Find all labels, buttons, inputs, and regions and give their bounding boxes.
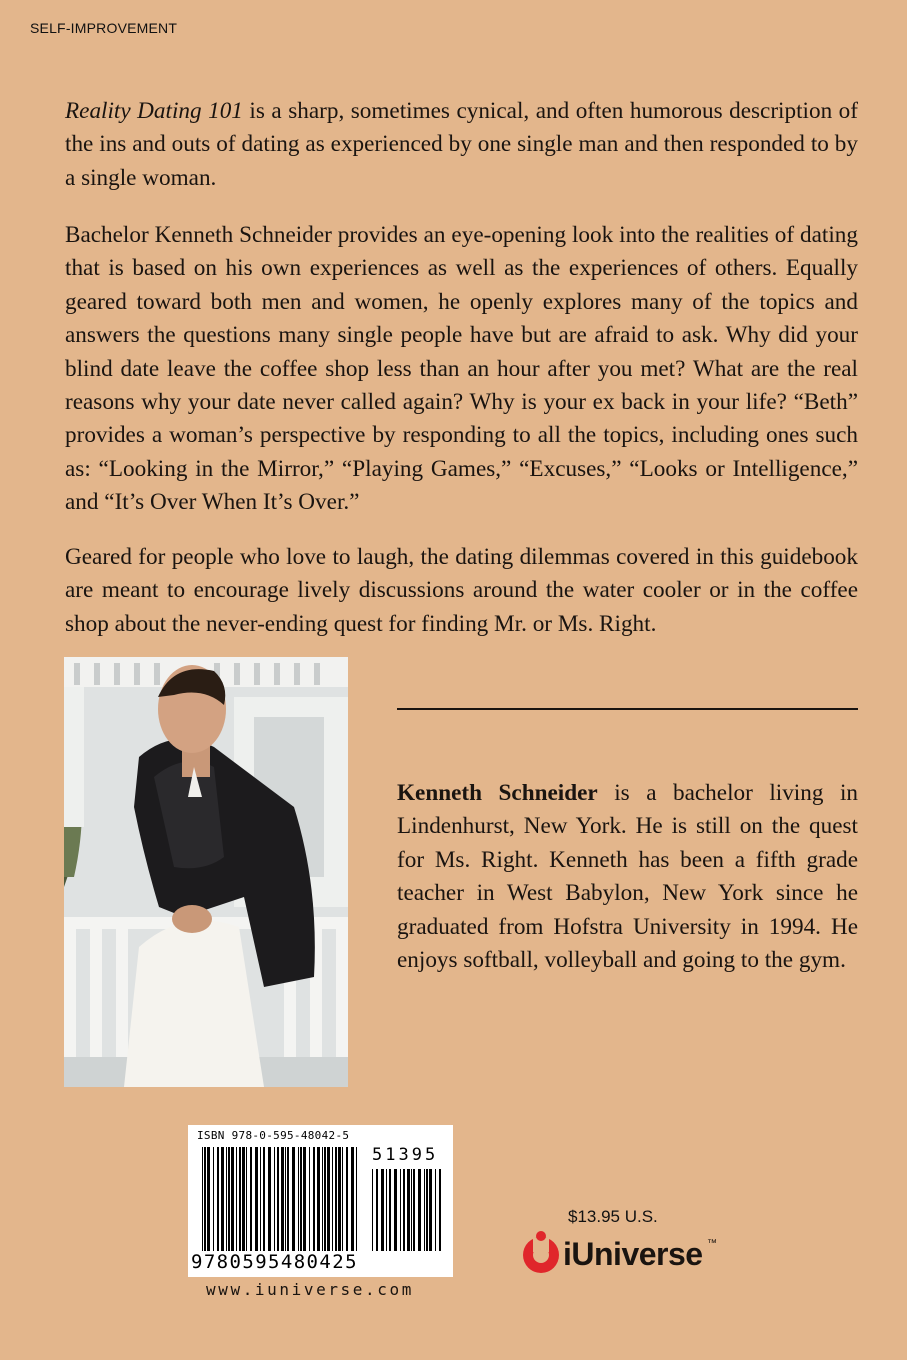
isbn-label: ISBN 978-0-595-48042-5 xyxy=(197,1129,350,1142)
blurb-paragraph-1 xyxy=(65,95,858,195)
author-bio xyxy=(397,777,858,977)
ean-digits: 9780595480425 xyxy=(191,1251,358,1273)
blurb-paragraph-1-text: is a sharp, sometimes cynical, and often humorous description of the ins and outs of dating as experienced by one single man and then responded to by a single woman. xyxy=(65,98,858,191)
iuniverse-logo-icon xyxy=(521,1230,561,1276)
author-bio-text: is a bachelor living in Lindenhurst, New York. He is still on the quest for Ms. Right. Kenneth has been a fifth grade teacher in West Babylon, New York since he graduated from Hofstra University in 1994. He enjoys softball, volleyball and going to the gym. xyxy=(397,780,858,974)
barcode xyxy=(188,1125,453,1277)
price-label: $13.95 U.S. xyxy=(568,1207,658,1226)
category-label: SELF-IMPROVEMENT xyxy=(30,20,178,36)
blurb-paragraph-3: Geared for people who love to laugh, the dating dilemmas covered in this guidebook are meant to encourage lively discussions around the water cooler or in the coffee shop about the never-ending quest for finding Mr. or Ms. Right. xyxy=(65,544,858,637)
author-name: Kenneth Schneider xyxy=(397,780,598,806)
website-url: www.iuniverse.com xyxy=(206,1280,414,1299)
blurb-paragraph-2: Bachelor Kenneth Schneider provides an eye-opening look into the realities of dating that is based on his own experiences as well as the experiences of others. Equally geared toward both men and women, he openly explores many of the topics and answers the questions many single people have but are afraid to ask. Why did your blind date leave the coffee shop less than an hour after you met? What are the real reasons why your date never called again? Why is your ex back in your life? “Beth” provides a woman’s perspective by responding to all the topics, including ones such as: “Looking in the Mirror,” “Playing Games,” “Excuses,” “Looks or Intelligence,” and “It’s Over When It’s Over.” xyxy=(65,222,858,516)
book-title: Reality Dating 101 xyxy=(65,98,243,124)
publisher-logo xyxy=(521,1230,741,1280)
author-photo-illustration xyxy=(64,657,348,1087)
trademark-symbol: ™ xyxy=(707,1238,717,1249)
divider-line xyxy=(397,708,858,710)
author-photo xyxy=(64,657,348,1087)
price-code-digits: 51395 xyxy=(372,1145,439,1165)
publisher-name: iUniverse xyxy=(563,1236,703,1272)
